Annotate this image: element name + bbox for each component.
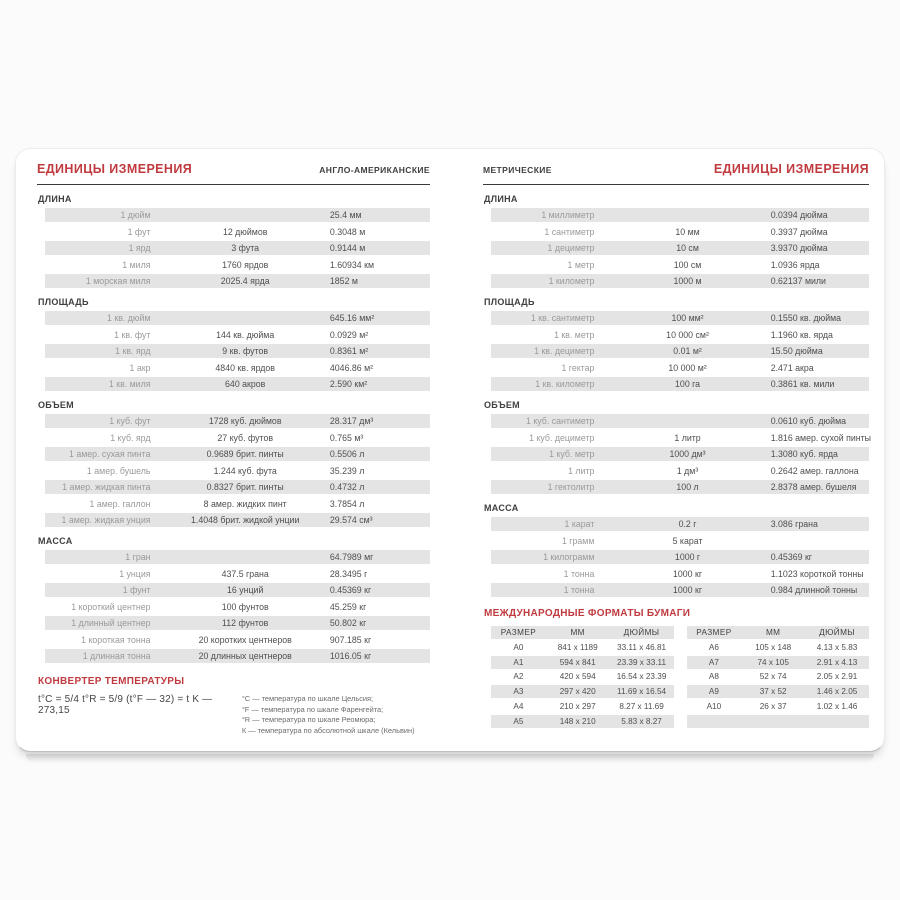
row-cell: 1 кв. миля xyxy=(108,379,151,389)
row-cell: 1 кв. фут xyxy=(114,329,151,340)
row-cell: 0.765 м³ xyxy=(329,432,364,443)
row-cell: 1 гектар xyxy=(561,362,595,373)
temperature-converter xyxy=(37,676,430,736)
measure-section xyxy=(37,536,430,663)
row-cell: 148 x 210 xyxy=(559,716,596,726)
formats-row xyxy=(687,656,870,669)
table-row xyxy=(45,633,430,647)
paper-formats xyxy=(483,608,869,730)
temperature-converter-body xyxy=(38,694,430,736)
row-cell: 1 куб. фут xyxy=(109,416,151,426)
row-cell: 1 амер. жидкая пинта xyxy=(62,482,151,492)
row-cell: 50.802 кг xyxy=(329,618,367,628)
row-cell: 437.5 грана xyxy=(221,568,269,579)
row-cell: 1 литр xyxy=(568,465,595,476)
row-cell: 20 длинных центнеров xyxy=(198,651,292,661)
row-cell: 1 тонна xyxy=(563,568,595,579)
table-row xyxy=(491,311,869,325)
row-cell: A6 xyxy=(708,642,719,652)
page-subtitle: МЕТРИЧЕСКИЕ xyxy=(483,165,552,175)
temperature-note: °R — температура по шкале Реомюра; xyxy=(241,715,376,724)
row-cell: A1 xyxy=(513,657,524,667)
row-cell: 0.8327 брит. пинты xyxy=(206,482,284,492)
row-cell: 2.05 x 2.91 xyxy=(816,672,858,682)
row-cell: 0.2642 амер. галлона xyxy=(770,465,859,476)
row-cell: 26 x 37 xyxy=(759,701,787,711)
column-header: ММ xyxy=(570,628,585,637)
row-cell: 100 га xyxy=(675,379,701,389)
temperature-converter-heading: КОНВЕРТЕР ТЕМПЕРАТУРЫ xyxy=(38,676,185,687)
formats-row xyxy=(491,641,674,654)
row-cell: 1 метр xyxy=(567,259,595,270)
row-cell: 1000 м xyxy=(673,276,702,286)
row-cell: 2025.4 ярда xyxy=(220,276,270,286)
row-cell: 1000 дм³ xyxy=(669,449,706,459)
row-cell: 0.3937 дюйма xyxy=(770,226,828,237)
row-cell: 4.13 x 5.83 xyxy=(816,642,858,652)
table-row xyxy=(491,361,869,375)
row-cell: 0.0610 куб. дюйма xyxy=(770,416,847,426)
row-cell: 10 мм xyxy=(675,226,700,237)
row-cell: 0.0394 дюйма xyxy=(770,210,828,220)
section-heading: ОБЪЕМ xyxy=(484,400,520,410)
row-cell: 1 амер. бушель xyxy=(86,465,151,476)
row-cell: 1016.05 кг xyxy=(329,651,372,661)
row-cell: 4840 кв. ярдов xyxy=(215,362,275,373)
table-row xyxy=(491,377,869,391)
table-row xyxy=(491,328,869,342)
row-cell: A4 xyxy=(513,701,524,711)
row-cell: 1 дециметр xyxy=(547,243,595,253)
row-cell: 0.62137 мили xyxy=(770,276,826,286)
column-header: РАЗМЕР xyxy=(500,628,537,637)
column-header: РАЗМЕР xyxy=(696,628,732,637)
row-cell: 37 x 52 xyxy=(759,687,787,697)
left-page-header xyxy=(37,162,430,185)
row-cell: 1 килограмм xyxy=(543,552,595,562)
table-row xyxy=(45,328,430,342)
row-cell: 100 см xyxy=(673,259,702,270)
row-cell: 0.2 г xyxy=(678,519,697,529)
page-title: ЕДИНИЦЫ ИЗМЕРЕНИЯ xyxy=(37,162,193,176)
row-cell: 45.259 кг xyxy=(329,601,367,612)
row-cell: 1 грамм xyxy=(561,535,595,546)
table-row xyxy=(45,241,430,255)
column-header: ДЮЙМЫ xyxy=(819,628,855,637)
row-cell: 5 карат xyxy=(672,535,703,546)
paper-formats-tables xyxy=(491,626,869,730)
row-cell: 1.02 x 1.46 xyxy=(816,701,858,711)
formats-row xyxy=(687,670,870,683)
row-cell: 29.574 см³ xyxy=(329,515,373,525)
row-cell: 27 куб. футов xyxy=(217,432,274,443)
formats-header-row xyxy=(687,626,870,639)
formats-row xyxy=(491,656,674,669)
row-cell: 12 дюймов xyxy=(222,226,268,237)
row-cell: 112 фунтов xyxy=(222,618,269,628)
row-cell: 4046.86 м² xyxy=(329,362,374,373)
table-row xyxy=(491,447,869,461)
row-cell: 0.4732 л xyxy=(329,482,365,492)
row-cell: 420 x 594 xyxy=(559,672,596,682)
table-row xyxy=(491,464,869,478)
row-cell: 2.8378 амер. бушеля xyxy=(770,482,857,492)
row-cell: 1.3080 куб. ярда xyxy=(770,449,838,459)
row-cell: 16 унций xyxy=(227,585,264,595)
row-cell: 1 морская миля xyxy=(85,276,151,286)
row-cell: 3.9370 дюйма xyxy=(770,243,828,253)
row-cell: 35.239 л xyxy=(329,465,365,476)
row-cell: 1 миля xyxy=(122,259,151,270)
row-cell: 0.45369 кг xyxy=(329,585,372,595)
row-cell: 2.471 акра xyxy=(770,362,814,373)
row-cell: 1 куб. сантиметр xyxy=(526,416,595,426)
row-cell: 1 кв. сантиметр xyxy=(530,313,595,323)
measure-section xyxy=(37,194,430,288)
row-cell: 1000 г xyxy=(674,552,701,562)
row-cell: 1 дм³ xyxy=(676,465,699,476)
row-cell: 23.39 x 33.11 xyxy=(617,657,667,667)
page-subtitle: АНГЛО-АМЕРИКАНСКИЕ xyxy=(319,165,430,175)
row-cell: 105 x 148 xyxy=(755,642,792,652)
row-cell: 1 миллиметр xyxy=(541,210,595,220)
row-cell: 28.3495 г xyxy=(329,568,368,579)
measure-section xyxy=(483,503,869,597)
section-heading: ДЛИНА xyxy=(38,194,72,204)
table-row xyxy=(45,583,430,597)
temperature-formula: t°C = 5/4 t°R = 5/9 (t°F — 32) = t K — 273,15 xyxy=(38,694,213,716)
row-cell: 28.317 дм³ xyxy=(329,416,374,426)
formats-row xyxy=(687,641,870,654)
table-row xyxy=(491,583,869,597)
row-cell: 1.1960 кв. ярда xyxy=(770,329,833,340)
table-row xyxy=(45,649,430,663)
right-page-header xyxy=(483,162,869,185)
row-cell: 0.5506 л xyxy=(329,449,365,459)
page-title: ЕДИНИЦЫ ИЗМЕРЕНИЯ xyxy=(713,162,869,176)
measure-section xyxy=(483,400,872,494)
row-cell: 907.185 кг xyxy=(329,634,372,645)
formats-row xyxy=(491,715,674,728)
row-cell: 1000 кг xyxy=(673,585,703,595)
row-cell: 1 дюйм xyxy=(120,210,151,220)
table-row xyxy=(491,414,869,428)
row-cell: 0.45369 кг xyxy=(770,552,813,562)
table-row xyxy=(45,225,430,239)
row-cell: 0.1550 кв. дюйма xyxy=(770,313,842,323)
table-row xyxy=(45,447,430,461)
row-cell: 1 акр xyxy=(129,362,151,373)
row-cell: 1 сантиметр xyxy=(544,226,595,237)
table-row xyxy=(45,600,430,614)
row-cell: 9 кв. футов xyxy=(222,346,269,356)
row-cell: 1 куб. ярд xyxy=(110,432,151,443)
formats-header-row xyxy=(491,626,674,639)
row-cell: 1 куб. дециметр xyxy=(529,432,595,443)
notebook-page-spread xyxy=(15,148,885,752)
row-cell: A10 xyxy=(706,701,722,711)
row-cell: 594 x 841 xyxy=(559,657,596,667)
row-cell: 10 000 см² xyxy=(666,329,709,340)
formats-row xyxy=(687,700,870,713)
row-cell: 74 x 105 xyxy=(757,657,789,667)
page-stack-edge xyxy=(26,754,874,763)
row-cell: 1852 м xyxy=(329,276,358,286)
row-cell: 1 тонна xyxy=(563,585,595,595)
section-heading: ПЛОЩАДЬ xyxy=(484,297,535,307)
row-cell: 0.3048 м xyxy=(329,226,366,237)
row-cell: 1 длинный центнер xyxy=(71,618,151,628)
row-cell: 52 x 74 xyxy=(759,672,787,682)
right-page-metric xyxy=(450,149,884,751)
table-row xyxy=(491,550,869,564)
measure-section xyxy=(37,400,430,527)
row-cell: A5 xyxy=(513,716,524,726)
row-cell: 1 гран xyxy=(125,552,151,562)
row-cell: 1.244 куб. фута xyxy=(213,465,277,476)
row-cell: 1 километр xyxy=(548,276,595,286)
column-header: ДЮЙМЫ xyxy=(623,628,660,637)
table-row xyxy=(491,517,869,531)
row-cell: 841 x 1189 xyxy=(557,642,598,652)
row-cell: 1 амер. сухая пинта xyxy=(68,449,151,459)
row-cell: 0.984 длинной тонны xyxy=(770,585,858,595)
formats-row xyxy=(491,685,674,698)
row-cell: 25.4 мм xyxy=(329,210,362,220)
table-row xyxy=(45,344,430,358)
row-cell: 1728 куб. дюймов xyxy=(208,416,282,426)
formats-row xyxy=(491,670,674,683)
temperature-note: °C — температура по шкале Цельсия; xyxy=(241,694,374,703)
table-row xyxy=(45,414,430,428)
table-row xyxy=(491,225,869,239)
row-cell: 1 амер. галлон xyxy=(89,498,151,509)
row-cell: 1.0936 ярда xyxy=(770,259,820,270)
row-cell: 3.086 грана xyxy=(770,519,818,529)
row-cell: 1000 кг xyxy=(673,568,703,579)
table-row xyxy=(491,344,869,358)
row-cell: 0.3861 кв. мили xyxy=(770,379,835,389)
row-cell: 1 литр xyxy=(674,432,701,443)
right-conversion-sections xyxy=(483,194,872,597)
section-heading: ДЛИНА xyxy=(484,194,518,204)
row-cell: 10 000 м² xyxy=(668,362,707,373)
row-cell: 297 x 420 xyxy=(559,687,596,697)
row-cell: 1.46 x 2.05 xyxy=(816,687,858,697)
row-cell: 0.01 м² xyxy=(673,346,702,356)
row-cell: 1.816 амер. сухой пинты xyxy=(770,432,872,443)
table-row xyxy=(45,274,430,288)
row-cell: 640 акров xyxy=(225,379,266,389)
table-row xyxy=(45,567,430,581)
temperature-note: К — температура по абсолютной шкале (Кельвин) xyxy=(241,725,415,735)
paper-formats-heading: МЕЖДУНАРОДНЫЕ ФОРМАТЫ БУМАГИ xyxy=(484,608,691,619)
table-row xyxy=(45,431,430,445)
row-cell: 33.11 x 46.81 xyxy=(617,642,667,652)
left-page-anglo-american xyxy=(16,149,450,751)
row-cell: 1.4048 брит. жидкой унции xyxy=(191,515,300,525)
measure-section xyxy=(483,194,869,288)
row-cell: 1 фунт xyxy=(122,585,151,595)
row-cell: 1 амер. жидкая унция xyxy=(61,515,151,525)
row-cell: A7 xyxy=(708,657,719,667)
row-cell: 210 x 297 xyxy=(559,701,596,711)
paper-formats-table-a6-a10 xyxy=(687,626,870,730)
table-row xyxy=(45,311,430,325)
row-cell: 1.1023 короткой тонны xyxy=(770,568,864,579)
row-cell: 11.69 x 16.54 xyxy=(617,687,667,697)
row-cell: 1 карат xyxy=(564,519,595,529)
paper-formats-table-a0-a5 xyxy=(491,626,674,730)
row-cell: 0.0929 м² xyxy=(329,329,369,340)
table-row xyxy=(45,550,430,564)
temperature-notes xyxy=(242,694,415,736)
row-cell: A8 xyxy=(708,672,719,682)
temperature-note: °F — температура по шкале Фаренгейта; xyxy=(241,704,384,714)
row-cell: A0 xyxy=(513,642,524,652)
row-cell: 1 короткий центнер xyxy=(71,601,151,612)
row-cell: 1760 ярдов xyxy=(222,259,269,270)
table-row xyxy=(45,377,430,391)
table-row xyxy=(491,567,869,581)
table-row xyxy=(45,258,430,272)
column-header: ММ xyxy=(765,628,781,637)
table-row xyxy=(491,480,869,494)
section-heading: МАССА xyxy=(484,503,519,513)
row-cell: 20 коротких центнеров xyxy=(198,634,292,645)
row-cell: 1 фут xyxy=(127,226,151,237)
row-cell: 144 кв. дюйма xyxy=(216,329,275,340)
row-cell: 15.50 дюйма xyxy=(770,346,823,356)
row-cell: 16.54 x 23.39 xyxy=(616,672,667,682)
table-row xyxy=(45,361,430,375)
row-cell: A9 xyxy=(708,687,719,697)
table-row xyxy=(491,258,869,272)
row-cell: 1 кв. ярд xyxy=(115,346,151,356)
row-cell: 2.590 км² xyxy=(329,379,368,389)
row-cell: 1 гектолитр xyxy=(547,482,595,492)
row-cell: 1 куб. метр xyxy=(549,449,595,459)
row-cell: 3.7854 л xyxy=(329,498,365,509)
row-cell: 1 кв. дециметр xyxy=(534,346,595,356)
formats-row xyxy=(491,700,674,713)
row-cell: 100 мм² xyxy=(671,313,704,323)
row-cell: A3 xyxy=(513,687,524,697)
table-row xyxy=(491,274,869,288)
formats-empty-row xyxy=(687,715,870,728)
row-cell: A2 xyxy=(513,672,524,682)
formats-row xyxy=(687,685,870,698)
table-row xyxy=(491,241,869,255)
row-cell: 1 короткая тонна xyxy=(81,634,151,645)
row-cell: 5.83 x 8.27 xyxy=(621,716,662,726)
row-cell: 0.9689 брит. пинты xyxy=(206,449,284,459)
row-cell: 0.9144 м xyxy=(329,243,366,253)
row-cell: 1 кв. метр xyxy=(554,329,595,340)
row-cell: 645.16 мм² xyxy=(329,313,375,323)
table-row xyxy=(491,534,869,548)
row-cell: 8.27 x 11.69 xyxy=(619,701,664,711)
row-cell: 0.8361 м² xyxy=(329,346,369,356)
row-cell: 10 см xyxy=(676,243,699,253)
row-cell: 64.7989 мг xyxy=(329,552,374,562)
table-row xyxy=(45,464,430,478)
row-cell: 100 л xyxy=(676,482,699,492)
table-row xyxy=(45,513,430,527)
row-cell: 1 кв. дюйм xyxy=(107,313,151,323)
table-row xyxy=(45,208,430,222)
row-cell: 3 фута xyxy=(231,243,260,253)
row-cell: 1 ярд xyxy=(128,243,151,253)
section-heading: ПЛОЩАДЬ xyxy=(38,297,89,307)
row-cell: 1 унция xyxy=(119,568,151,579)
row-cell: 2.91 x 4.13 xyxy=(816,657,858,667)
row-cell: 1 длинная тонна xyxy=(82,651,151,661)
section-heading: МАССА xyxy=(38,536,73,546)
row-cell: 1 кв. километр xyxy=(535,379,595,389)
measure-section xyxy=(483,297,869,391)
row-cell: 100 фунтов xyxy=(221,601,269,612)
table-row xyxy=(45,480,430,494)
table-row xyxy=(45,497,430,511)
measure-section xyxy=(37,297,430,391)
row-cell: 8 амер. жидких пинт xyxy=(203,498,287,509)
row-cell: 1.60934 км xyxy=(329,259,375,270)
table-row xyxy=(491,431,872,445)
left-conversion-sections xyxy=(37,194,430,663)
section-heading: ОБЪЕМ xyxy=(38,400,74,410)
table-row xyxy=(45,616,430,630)
table-row xyxy=(491,208,869,222)
